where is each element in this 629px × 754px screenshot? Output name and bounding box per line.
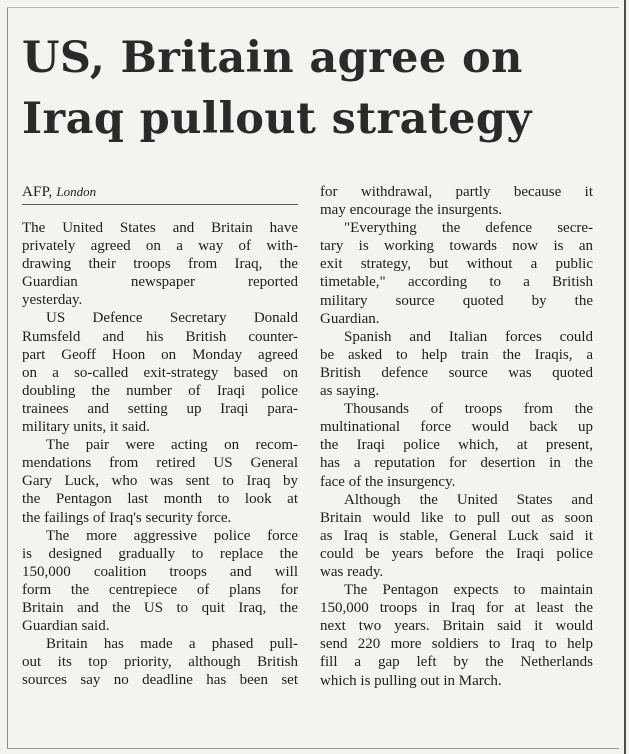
article-text-line: part Geoff Hoon on Monday agreed xyxy=(22,346,298,363)
article-text-line: Thousands of troops from the xyxy=(344,401,593,418)
byline-location: London xyxy=(56,184,97,199)
article-text-line: multinational force would back up xyxy=(320,419,593,436)
article-text-line: "Everything the defence secre- xyxy=(344,220,593,237)
article-text-line: which is pulling out in March. xyxy=(320,672,502,689)
article-text-line: has a reputation for desertion in the xyxy=(320,455,593,472)
byline xyxy=(22,183,298,205)
byline-agency: AFP, xyxy=(22,184,53,200)
article-text-line: Rumsfeld and his British counter- xyxy=(22,328,298,345)
article-text-line: 150,000 coalition troops and will xyxy=(22,563,298,580)
article-text-line: Britain would like to pull out as soon xyxy=(320,509,593,526)
article-text-line: Gary Luck, who was sent to Iraq by xyxy=(22,473,298,490)
article-text-line: military source quoted by the xyxy=(320,292,593,309)
top-border xyxy=(7,7,619,8)
article-column-right xyxy=(320,183,593,690)
article-text-line: timetable," according to a British xyxy=(320,274,593,291)
article-text-line: could be years before the Iraqi police xyxy=(320,545,593,562)
article-text-line: tary is working towards now is an xyxy=(320,238,593,255)
left-column-body xyxy=(22,219,298,689)
article-text-line: The Pentagon expects to maintain xyxy=(344,582,593,599)
article-text-line: may encourage the insurgents. xyxy=(320,202,503,219)
article-text-line: Although the United States and xyxy=(344,491,593,508)
right-column-body xyxy=(320,183,593,690)
article-text-line: was ready. xyxy=(320,563,384,580)
article-text-line: as saying. xyxy=(320,383,380,400)
article-text-line: Guardian newspaper reported xyxy=(22,274,298,291)
article-text-line: The United States and Britain have xyxy=(22,220,298,236)
article-text-line: as Iraq is stable, General Luck said it xyxy=(320,527,593,544)
article-text-line: is designed gradually to replace the xyxy=(22,545,298,562)
article-text-line: military units, it said. xyxy=(22,419,150,436)
article-text-line: drawing their troops from Iraq, the xyxy=(22,256,298,273)
article-text-line: The pair were acting on recom- xyxy=(46,437,298,454)
right-border xyxy=(624,0,626,754)
headline-line-1: US, Britain agree on xyxy=(22,33,523,83)
article-text-line: The more aggressive police force xyxy=(46,527,298,544)
article-text-line: for withdrawal, partly because it xyxy=(320,184,593,200)
left-border xyxy=(7,8,8,748)
article-text-line: out its top priority, although British xyxy=(22,654,298,671)
article-text-line: 150,000 troops in Iraq for at least the xyxy=(320,600,593,617)
article-text-line: the Iraqi police which, at present, xyxy=(320,437,593,454)
article-text-line: Spanish and Italian forces could xyxy=(344,328,593,345)
article-text-line: Britain and the US to quit Iraq, the xyxy=(22,599,298,616)
article-text-line: privately agreed on a way of with- xyxy=(22,238,298,255)
article-text-line: the failings of Iraq's security force. xyxy=(22,509,232,526)
article-text-line: trainees and setting up Iraqi para- xyxy=(22,400,298,417)
article-text-line: form the centrepiece of plans for xyxy=(22,581,298,598)
article-text-line: face of the insurgency. xyxy=(320,473,456,490)
article-text-line: on a so-called exit-strategy based on xyxy=(22,364,298,381)
article-text-line: British defence source was quoted xyxy=(320,364,593,381)
article-text-line: Guardian. xyxy=(320,310,380,327)
article-text-line: mendations from retired US General xyxy=(22,455,298,472)
article-text-line: US Defence Secretary Donald xyxy=(46,310,298,327)
article-text-line: Britain has made a phased pull- xyxy=(46,636,298,653)
article-text-line: exit strategy, but without a public xyxy=(320,256,593,273)
headline-line-2: Iraq pullout strategy xyxy=(22,94,532,144)
article-text-line: next two years. Britain said it would xyxy=(320,618,593,635)
article-text-line: be asked to help train the Iraqis, a xyxy=(320,346,593,363)
article-text-line: the Pentagon last month to look at xyxy=(22,491,298,508)
article-text-line: doubling the number of Iraqi police xyxy=(22,382,298,399)
article-text-line: yesterday. xyxy=(22,292,83,309)
article-text-line: fill a gap left by the Netherlands xyxy=(320,654,593,671)
article-text-line: sources say no deadline has been set xyxy=(22,672,298,689)
headline xyxy=(22,28,612,150)
article-text-line: Guardian said. xyxy=(22,618,110,635)
article-column-left xyxy=(22,183,298,689)
bottom-border xyxy=(7,748,619,749)
article-text-line: send 220 more soldiers to Iraq to help xyxy=(320,636,593,653)
